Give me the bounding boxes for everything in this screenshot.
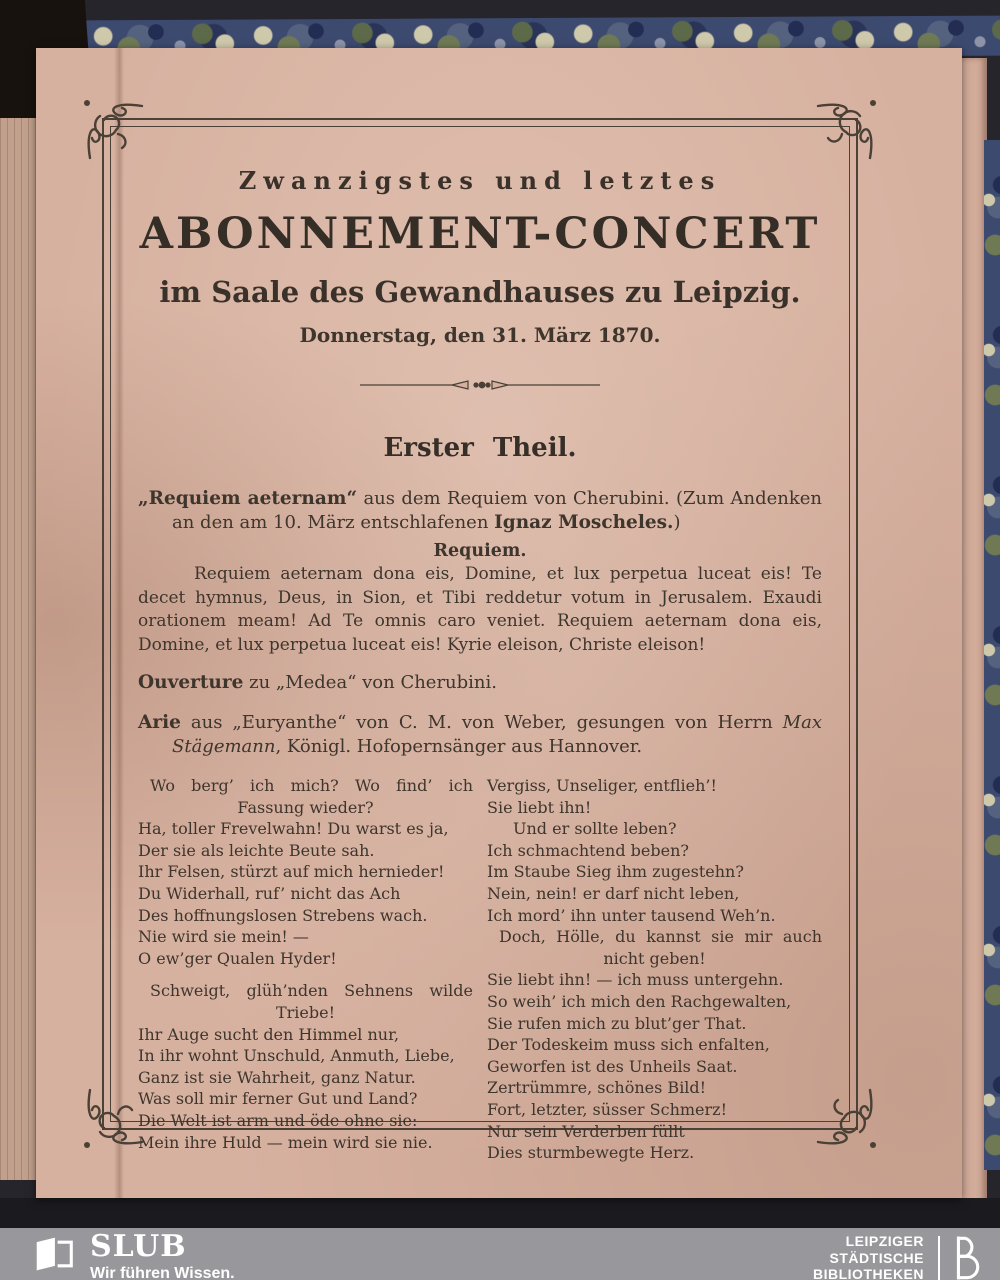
programme-item-requiem [138,487,822,535]
lsb-line: STÄDTISCHE [829,1249,924,1266]
work-type: Arie [138,712,181,733]
closing-paren: ) [673,512,681,533]
scan-background-bottom [0,1198,1000,1232]
slub-logo [34,1229,235,1280]
concert-programme-page [36,48,962,1198]
poem-line: Zertrümmre, schönes Bild! [487,1078,707,1098]
poem-line: Ihr Felsen, stürzt auf mich hernieder! [138,862,445,882]
slub-tagline: Wir führen Wissen. [90,1265,235,1280]
leipziger-bibliotheken-logo [813,1233,982,1280]
decorative-frame [102,118,858,1163]
poem-line: Triebe! [275,1002,336,1022]
programme-content [138,120,822,1163]
stylized-b-icon [952,1234,982,1280]
requiem-latin-text: Requiem aeternam dona eis, Domine, et lux perpetua luceat eis! Te decet hymnus, Deus, in Sion, et Tibi reddetur votum in Jerusalem. Exaudi orationem meam! Ad Te omnis caro veniet. Requiem aeternam dona eis, Domine, et lux perpetua luceat eis! Kyrie eleison, Christe eleison! [138,564,822,655]
poem-line: In ihr wohnt Unschuld, Anmuth, Liebe, [138,1046,455,1066]
poem-line: So weih’ ich mich den Rachgewalten, [487,991,792,1011]
leipziger-bibliotheken-text [813,1233,924,1280]
poem-line: Schweigt, glüh’nden Sehnens wilde [150,981,473,1001]
concert-number-line: Zwanzigstes und letztes [238,166,722,195]
open-book-icon [34,1235,74,1273]
section-heading: Erster Theil. [383,433,577,463]
poem-line: Du Widerhall, ruf’ nicht das Ach [138,883,401,903]
poem-line: Die Welt ist arm und öde ohne sie: [138,1110,418,1130]
poem-line: Fassung wieder? [237,797,374,817]
poem-line: Nein, nein! er darf nicht leben, [487,883,740,903]
poem-line: O ew’ger Qualen Hyder! [138,948,337,968]
poem-line: Mein ihre Huld — mein wird sie nie. [138,1132,433,1152]
poem-line: Nur sein Verderben füllt [487,1121,685,1141]
poem-line: Geworfen ist des Unheils Saat. [487,1056,738,1076]
slub-logo-text [90,1229,235,1280]
work-title: „Requiem aeternam“ [138,488,358,509]
singer-title: , Königl. Hofopernsänger aus Hannover. [275,736,643,757]
poem-line: Ich schmachtend beben? [487,840,689,860]
poem-line: Dies sturmbewegte Herz. [487,1143,695,1163]
poem-line: Sie liebt ihn! — ich muss untergehn. [487,970,784,990]
poem-line: Im Staube Sieg ihm zugestehn? [487,862,744,882]
venue-line: im Saale des Gewandhauses zu Leipzig. [159,275,801,309]
poem-line: Doch, Hölle, du kannst sie mir auch [499,927,822,947]
poem-line [138,969,473,980]
page-stack-left-edge [0,118,38,1180]
poem-line: Ha, toller Frevelwahn! Du warst es ja, [138,819,449,839]
poem-line: Ihr Auge sucht den Himmel nur, [138,1024,400,1044]
programme-item-arie [138,711,822,759]
work-description: aus dem Requiem von Cherubini. (Zum Andenken an den am 10. März entschlafenen [172,488,822,533]
dedicatee-name: Ignaz Moscheles. [494,512,674,533]
work-type: Ouverture [138,672,244,693]
work-description: aus „Euryanthe“ von C. M. von Weber, gesungen von Herrn [180,712,783,733]
library-footer-bar [0,1228,1000,1280]
poem-line: Der Todeskeim muss sich enfalten, [487,1035,770,1055]
aria-text-left-column [138,775,473,1164]
poem-line: Ganz ist sie Wahrheit, ganz Natur. [138,1067,416,1087]
poem-line: Ich mord’ ihn unter tausend Weh’n. [487,905,776,925]
aria-text-right-column [487,775,822,1164]
aria-text-columns [138,775,822,1164]
singer-name: Max Stägemann [172,712,822,757]
poem-line: Was soll mir ferner Gut und Land? [138,1089,418,1109]
page-title: ABONNEMENT-CONCERT [139,209,821,259]
programme-item-ouverture [138,671,822,695]
ornamental-divider-icon [360,377,600,393]
poem-line: Und er sollte leben? [513,819,677,839]
poem-line: Nie wird sie mein! — [138,927,309,947]
poem-line: Des hoffnungslosen Strebens wach. [138,905,428,925]
poem-line: Sie rufen mich zu blut’ger That. [487,1013,747,1033]
lsb-line: BIBLIOTHEKEN [813,1266,924,1280]
marbled-cover-right-edge [984,140,1000,1170]
poem-line: Wo berg’ ich mich? Wo find’ ich [150,776,473,795]
poem-line: Vergiss, Unseliger, entflieh’! [487,776,717,795]
slub-name: SLUB [90,1229,187,1264]
date-line: Donnerstag, den 31. März 1870. [299,323,661,347]
poem-line: Der sie als leichte Beute sah. [138,840,375,860]
lsb-line: LEIPZIGER [845,1233,924,1249]
poem-line: nicht geben! [603,948,706,968]
work-description: zu „Medea“ von Cherubini. [243,672,498,693]
logo-divider [938,1236,940,1280]
poem-line: Fort, letzter, süsser Schmerz! [487,1099,728,1119]
requiem-text-heading: Requiem. [433,541,527,561]
poem-line: Sie liebt ihn! [487,797,592,817]
